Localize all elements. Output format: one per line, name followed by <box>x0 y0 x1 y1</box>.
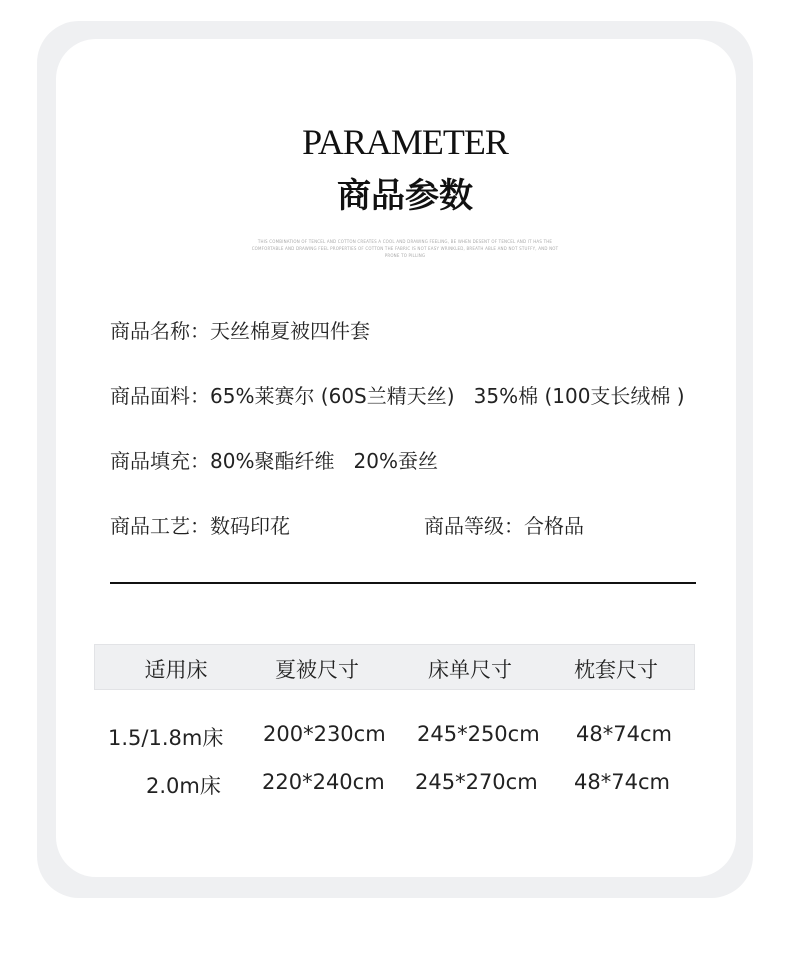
param-filling <box>110 445 438 474</box>
param-label: 商品工艺： <box>110 514 210 538</box>
param-label: 商品面料： <box>110 384 210 408</box>
divider-line <box>110 582 696 584</box>
table-cell: 2.0m床 <box>146 774 221 798</box>
table-cell: 220*240cm <box>262 770 385 794</box>
param-label: 商品等级： <box>424 514 524 538</box>
title-chinese: 商品参数 <box>337 176 473 216</box>
table-cell: 1.5/1.8m床 <box>108 726 224 750</box>
table-cell: 48*74cm <box>576 722 672 746</box>
param-value: 合格品 <box>524 514 584 538</box>
table-header-cell: 床单尺寸 <box>428 658 512 682</box>
table-cell: 245*250cm <box>417 722 540 746</box>
table-header-cell: 适用床 <box>144 658 208 682</box>
param-craft <box>110 510 290 539</box>
param-product-name <box>110 315 370 344</box>
table-header-cell: 夏被尺寸 <box>275 658 359 682</box>
param-label: 商品名称： <box>110 319 210 343</box>
table-cell: 200*230cm <box>263 722 386 746</box>
title-english: PARAMETER <box>302 122 508 162</box>
param-value: 80%聚酯纤维 20%蚕丝 <box>210 449 438 473</box>
param-value: 天丝棉夏被四件套 <box>210 319 370 343</box>
decorative-caption: THIS COMBINATION OF TENCEL AND COTTON CREATES A COOL AND DRAWING FEELING, BE WHEN DESENT OF TENCEL AND IT HAS THE COMFORTABLE AND DRAWING FEEL PROPERTIES OF COTTON THE FABRIC IS NOT EASY WRINKLED, BREATH ABLE AND NOT STUFFY, AND NOT PRONE TO PILLING <box>251 239 559 258</box>
table-cell: 245*270cm <box>415 770 538 794</box>
table-header-cell: 枕套尺寸 <box>574 658 658 682</box>
param-value: 数码印花 <box>210 514 290 538</box>
param-value: 65%莱赛尔 (60S兰精天丝) 35%棉 (100支长绒棉 ) <box>210 384 685 408</box>
param-label: 商品填充： <box>110 449 210 473</box>
table-cell: 48*74cm <box>574 770 670 794</box>
param-fabric <box>110 380 685 409</box>
param-grade <box>424 510 584 539</box>
